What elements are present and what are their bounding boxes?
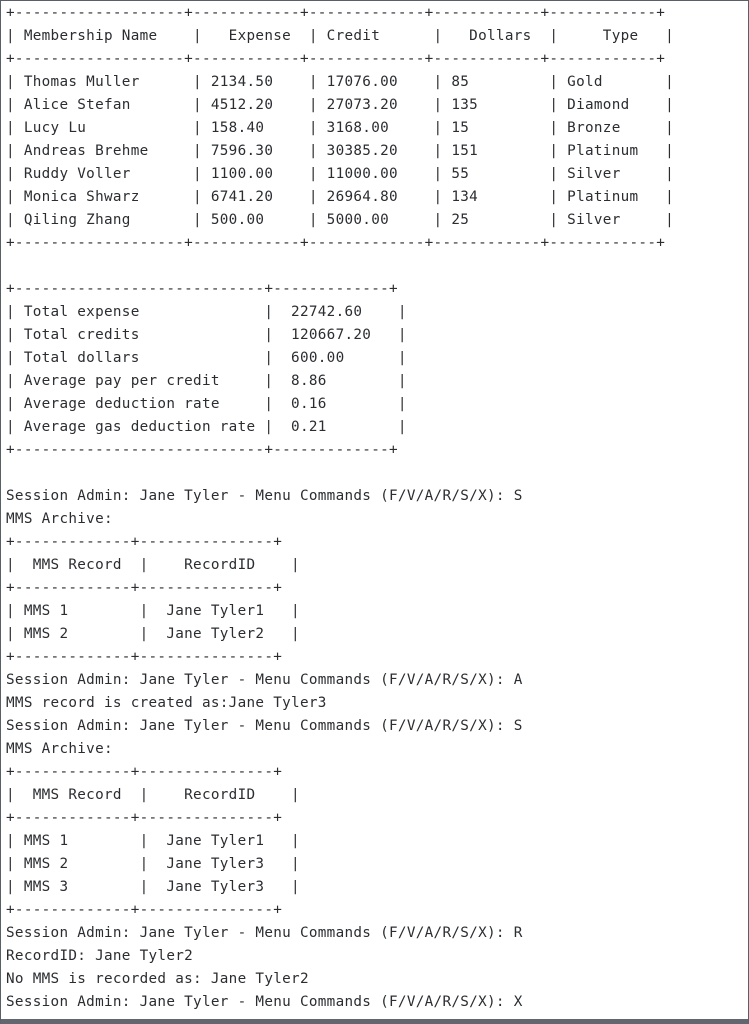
members-table-row: | Andreas Brehme | 7596.30 | 30385.20 | 151 | Platinum | xyxy=(6,143,675,159)
archive-table-header-border: +-------------+---------------+ xyxy=(6,580,283,596)
archive-table-top-border: +-------------+---------------+ xyxy=(6,764,283,780)
members-table-row: | Monica Shwarz | 6741.20 | 26964.80 | 134 | Platinum | xyxy=(6,189,675,205)
summary-table-bottom-border: +----------------------------+-------------+ xyxy=(6,442,398,458)
summary-row-total-credits: | Total credits | 120667.20 | xyxy=(6,327,407,343)
members-table-row: | Lucy Lu | 158.40 | 3168.00 | 15 | Bronze | xyxy=(6,120,675,136)
archive-table-bottom-border: +-------------+---------------+ xyxy=(6,649,283,665)
members-table-row: | Ruddy Voller | 1100.00 | 11000.00 | 55 | Silver | xyxy=(6,166,675,182)
archive-table-bottom-border: +-------------+---------------+ xyxy=(6,902,283,918)
summary-table-top-border: +----------------------------+-------------+ xyxy=(6,281,398,297)
archive-heading: MMS Archive: xyxy=(6,741,113,757)
archive-table-row: | MMS 1 | Jane Tyler1 | xyxy=(6,603,300,619)
archive-table-header-border: +-------------+---------------+ xyxy=(6,810,283,826)
summary-row-avg-pay: | Average pay per credit | 8.86 | xyxy=(6,373,407,389)
archive-table-row: | MMS 2 | Jane Tyler3 | xyxy=(6,856,300,872)
session-prompt: Session Admin: Jane Tyler - Menu Commands (F/V/A/R/S/X): A xyxy=(6,672,523,688)
session-prompt-last: Session Admin: Jane Tyler - Menu Commands (F/V/A/R/S/X): X xyxy=(6,994,523,1010)
members-table-top-border: +-------------------+------------+-------------+------------+------------+ xyxy=(6,5,666,21)
summary-row-avg-gas: | Average gas deduction rate | 0.21 | xyxy=(6,419,407,435)
summary-row-total-expense: | Total expense | 22742.60 | xyxy=(6,304,407,320)
members-table-row: | Alice Stefan | 4512.20 | 27073.20 | 135 | Diamond | xyxy=(6,97,675,113)
members-table-row: | Qiling Zhang | 500.00 | 5000.00 | 25 | Silver | xyxy=(6,212,675,228)
archive-table-row: | MMS 3 | Jane Tyler3 | xyxy=(6,879,300,895)
archive-table-header: | MMS Record | RecordID | xyxy=(6,557,300,573)
archive-table-top-border: +-------------+---------------+ xyxy=(6,534,283,550)
members-table-bottom-border: +-------------------+------------+-------------+------------+------------+ xyxy=(6,235,666,251)
archive-heading: MMS Archive: xyxy=(6,511,113,527)
summary-row-avg-deduction: | Average deduction rate | 0.16 | xyxy=(6,396,407,412)
session-prompt: Session Admin: Jane Tyler - Menu Commands (F/V/A/R/S/X): S xyxy=(6,718,523,734)
record-created-message: MMS record is created as:Jane Tyler3 xyxy=(6,695,327,711)
members-table-header: | Membership Name | Expense | Credit | Dollars | Type | xyxy=(6,28,675,44)
archive-table-row: | MMS 2 | Jane Tyler2 | xyxy=(6,626,300,642)
summary-row-total-dollars: | Total dollars | 600.00 | xyxy=(6,350,407,366)
no-record-message: No MMS is recorded as: Jane Tyler2 xyxy=(6,971,309,987)
members-table-row: | Thomas Muller | 2134.50 | 17076.00 | 85 | Gold | xyxy=(6,74,675,90)
archive-table-row: | MMS 1 | Jane Tyler1 | xyxy=(6,833,300,849)
session-prompt: Session Admin: Jane Tyler - Menu Commands (F/V/A/R/S/X): R xyxy=(6,925,523,941)
record-id-input-echo: RecordID: Jane Tyler2 xyxy=(6,948,194,964)
archive-table-header: | MMS Record | RecordID | xyxy=(6,787,300,803)
session-prompt: Session Admin: Jane Tyler - Menu Commands (F/V/A/R/S/X): S xyxy=(6,488,523,504)
members-table-header-border: +-------------------+------------+-------------+------------+------------+ xyxy=(6,51,666,67)
